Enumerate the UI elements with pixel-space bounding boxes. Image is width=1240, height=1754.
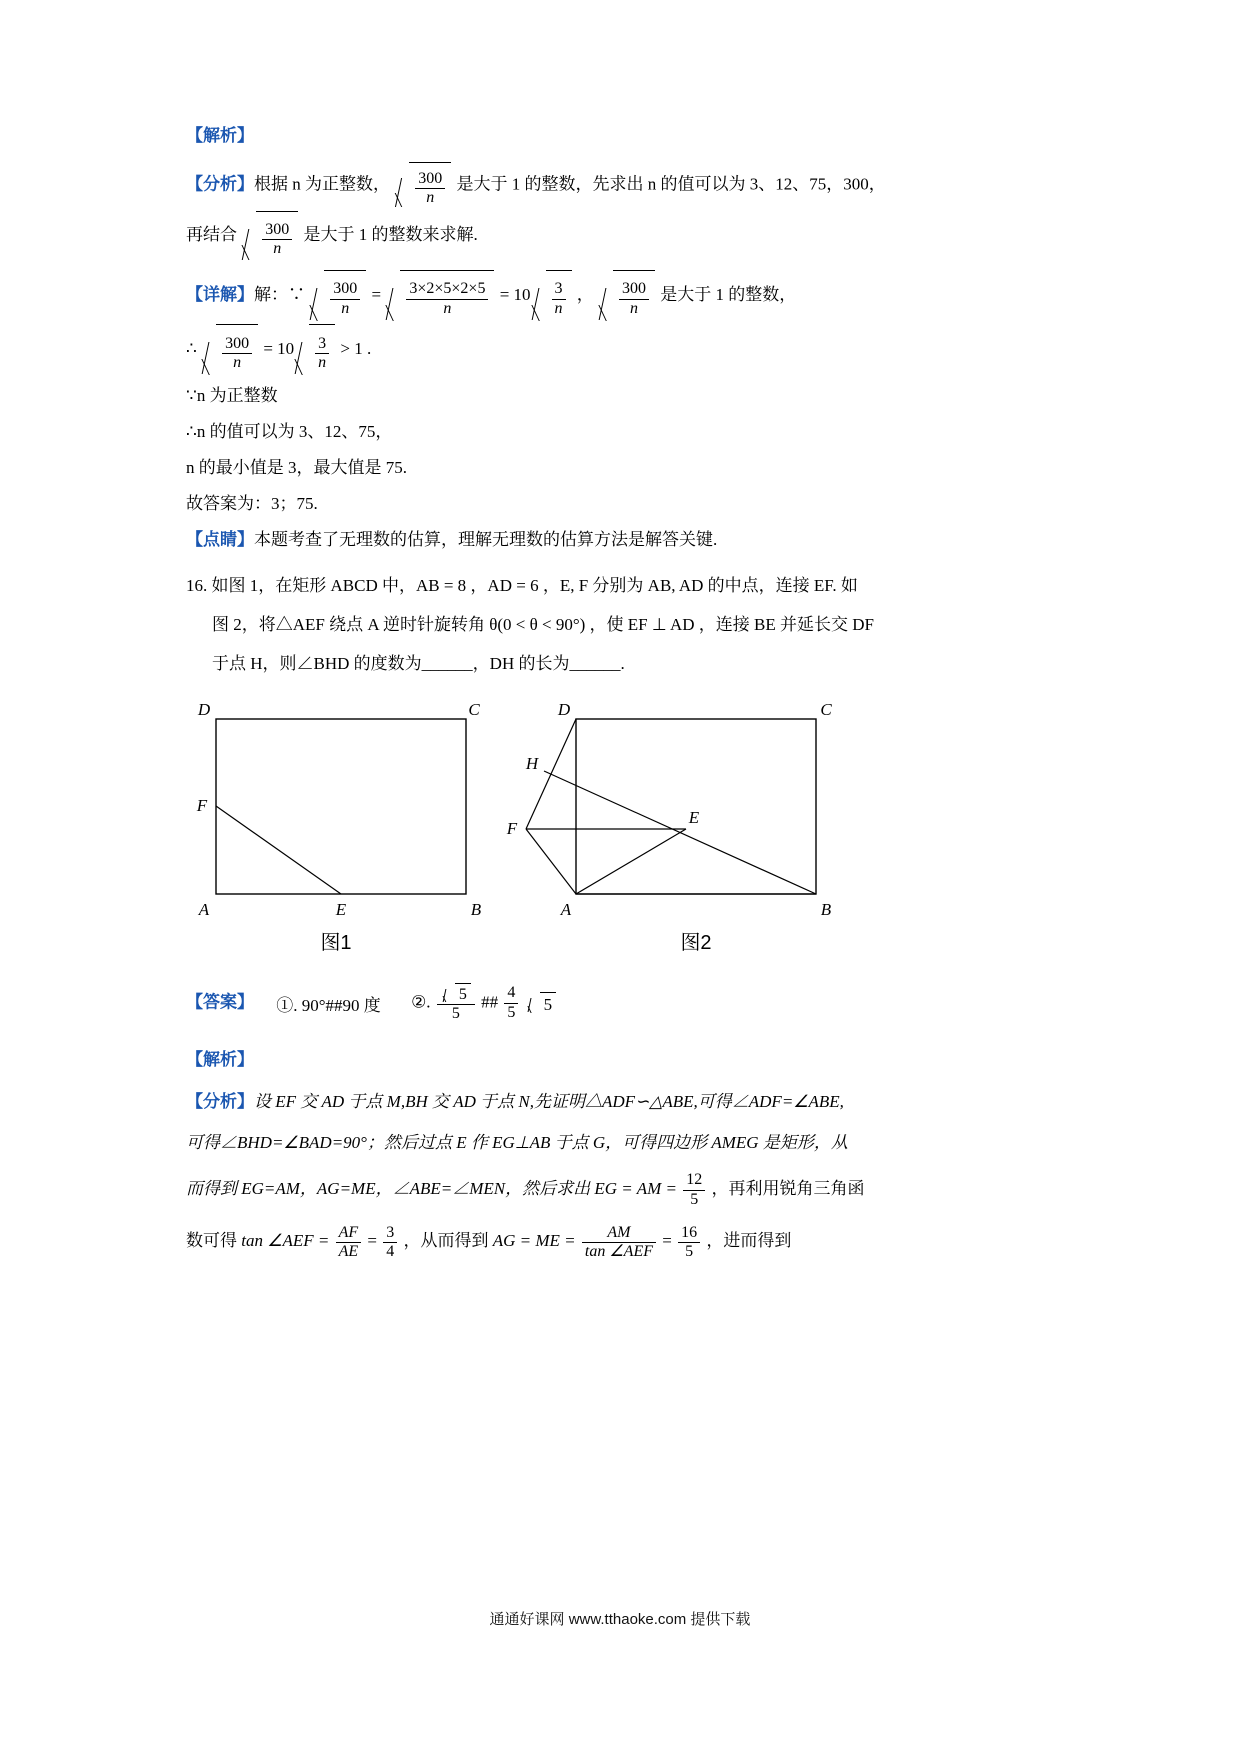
question-16-line-3: 于点 H，则∠BHD 的度数为______，DH 的长为______. (212, 654, 625, 674)
figure1-label-B: B (470, 899, 482, 919)
detail-line-1 (186, 270, 1066, 322)
equals-sign-3: = 10 (263, 339, 295, 359)
analysis2-label: 【分析】 (186, 1091, 254, 1111)
therefore-symbol: ∴ (186, 339, 197, 359)
analysis2-eg-am: EG = AM = (594, 1179, 677, 1199)
gt-one-text: > 1 . (340, 339, 372, 359)
equals-sign-2: = 10 (499, 285, 531, 305)
tan-aef-label: tan ∠AEF = (241, 1231, 330, 1251)
figure2-label-A: A (560, 899, 572, 919)
answer-fraction-1: $\frac{5}{5}$ (437, 983, 475, 1024)
dianjing-label: 【点睛】 (186, 529, 254, 549)
dianjing-line (186, 523, 1066, 557)
figure2-caption: 图2 (680, 931, 712, 954)
radical-300-over-n-3: $\frac{300}{n}$ (310, 270, 366, 322)
analysis2-text-4a: 数可得 (186, 1231, 237, 1251)
figure1-caption: 图1 (320, 931, 352, 954)
radical-300-over-n-1: $\frac{300}{n}$ (395, 162, 451, 209)
jiexi-label-1 (186, 120, 1066, 152)
jiexi-label-text: 【解析】 (186, 126, 254, 145)
analysis2-line-4 (186, 1215, 1066, 1266)
analysis2-text-3a: 而得到 EG=AM，AG=ME，∠ABE=∠MEN，然后求出 (186, 1179, 591, 1199)
fenxi-text-d: 是大于 1 的整数来求解. (303, 225, 478, 245)
figure2-segment-bh (544, 771, 816, 894)
fraction-16-5: $\frac{16}{5}$ (678, 1224, 700, 1262)
page-footer: 通通好课网 www.tthaoke.com 提供下载 (489, 1611, 751, 1628)
radical-300-over-n-5: $\frac{300}{n}$ (202, 324, 258, 376)
min-max-line: n 的最小值是 3，最大值是 75. (186, 457, 407, 477)
figure2-label-D: D (557, 700, 571, 719)
figure2-label-F: F (506, 818, 518, 838)
therefore-values-line: ∴n 的值可以为 3、12、75， (186, 421, 393, 441)
dianjing-text: 本题考查了无理数的估算，理解无理数的估算方法是解答关键. (254, 529, 718, 549)
answer-label: 【答案】 (186, 992, 254, 1012)
figure1-rectangle (216, 719, 466, 894)
radical-3-over-n-1: $\frac{3}{n}$ (532, 270, 572, 322)
question-16-line-2: 图 2，将△AEF 绕点 A 逆时针旋转角 θ(0 < θ < 90°) ，使 EF ⊥ AD ，连接 BE 并延长交 DF (212, 615, 875, 635)
answer-block (186, 983, 1066, 1024)
analysis2-text-3c: ，再利用锐角三角函 (711, 1179, 865, 1199)
because-n-line: ∵n 为正整数 (186, 385, 278, 405)
jiexi-label-2-text: 【解析】 (186, 1049, 254, 1069)
answer-line: 故答案为：3；75. (186, 493, 318, 513)
figure1-label-D: D (197, 700, 211, 719)
fenxi-text-a: 根据 n 为正整数， (254, 174, 390, 194)
analysis2-line-3 (186, 1164, 1066, 1213)
figure1-segment-fe (216, 806, 341, 894)
analysis2-line-1 (186, 1082, 1066, 1121)
radical-factored: $\frac{3\times 2\times 5\times 2\times 5}{n}$ (386, 270, 494, 322)
radical-5-a: 5 (441, 983, 471, 1004)
radical-3-over-n-2: $\frac{3}{n}$ (295, 324, 335, 376)
figures-svg (186, 701, 1066, 961)
figure2-label-C: C (820, 700, 832, 719)
analysis-line-2 (186, 211, 1066, 262)
answer-item-2 (411, 983, 557, 1024)
ag-me-label: AG = ME = (492, 1231, 576, 1251)
xiangjie-label: 【详解】 (186, 285, 254, 305)
figure2-label-H: H (525, 753, 539, 773)
answer-item-1: ①. 90°##90 度 (276, 995, 381, 1015)
figure2-segment-af (526, 829, 576, 894)
detail-line-2 (186, 324, 1066, 376)
jiexi-label-2 (186, 1044, 1066, 1076)
analysis2-line-2 (186, 1123, 1066, 1162)
figures-container (186, 701, 1066, 961)
analysis2-text-2: 可得∠BHD=∠BAD=90°；然后过点 E 作 EG⊥AB 于点 G，可得四边形 AMEG 是矩形，从 (186, 1133, 848, 1153)
xiangjie-prefix: 解：∵ (254, 285, 305, 305)
figure1-label-E: E (335, 899, 347, 919)
question-number: 16. (186, 575, 208, 595)
figure2-segment-df (526, 719, 576, 829)
question-16-text-1: 如图 1，在矩形 ABCD 中，AB = 8 ，AD = 6 ，E, F 分别为 AB, AD 的中点，连接 EF. 如 (211, 575, 858, 595)
figure2-rectangle (576, 719, 816, 894)
radical-300-over-n-4: $\frac{300}{n}$ (599, 270, 655, 322)
answer-item-2-prefix: ②. (411, 992, 431, 1012)
figure1-label-A: A (198, 899, 210, 919)
analysis2-text-4b: ，从而得到 (403, 1231, 489, 1251)
radical-300-over-n-2: $\frac{300}{n}$ (242, 211, 298, 262)
fenxi-text-c: 再结合 (186, 225, 237, 245)
analysis-line-1 (186, 162, 1066, 209)
fraction-12-5: $\frac{12}{5}$ (683, 1171, 705, 1209)
fenxi-label: 【分析】 (186, 174, 254, 194)
equals-sign-5: = (662, 1231, 672, 1251)
figure2-segment-ae (576, 829, 686, 894)
xiangjie-mid: ， (576, 285, 594, 305)
fraction-3-4: $\frac{3}{4}$ (383, 1224, 397, 1262)
radical-5-b: 5 (526, 992, 557, 1015)
figure1-label-F: F (196, 795, 208, 815)
fraction-af-ae: $\frac{AF}{AE}$ (336, 1224, 362, 1262)
fenxi-text-b: 是大于 1 的整数，先求出 n 的值可以为 3、12、75，300， (456, 174, 886, 194)
figure2-label-B: B (820, 899, 832, 919)
answer-separator: ## (481, 992, 499, 1012)
fraction-am-tan: $\frac{AM}{\text{tan ∠AEF}}$ (582, 1224, 656, 1262)
document-content (186, 120, 1066, 1268)
equals-sign-1: = (371, 285, 382, 305)
xiangjie-tail: 是大于 1 的整数， (660, 285, 797, 305)
question-16-line-1 (186, 567, 1066, 604)
equals-sign-4: = (367, 1231, 377, 1251)
analysis2-text-1: 设 EF 交 AD 于点 M,BH 交 AD 于点 N,先证明△ADF∽△ABE,可得∠ADF=∠ABE, (254, 1091, 844, 1111)
figure2-label-E: E (688, 807, 700, 827)
analysis2-text-4c: ，进而得到 (706, 1231, 792, 1251)
figure1-label-C: C (468, 700, 480, 719)
answer-fraction-2: $\frac{4}{5}$ (504, 984, 518, 1022)
